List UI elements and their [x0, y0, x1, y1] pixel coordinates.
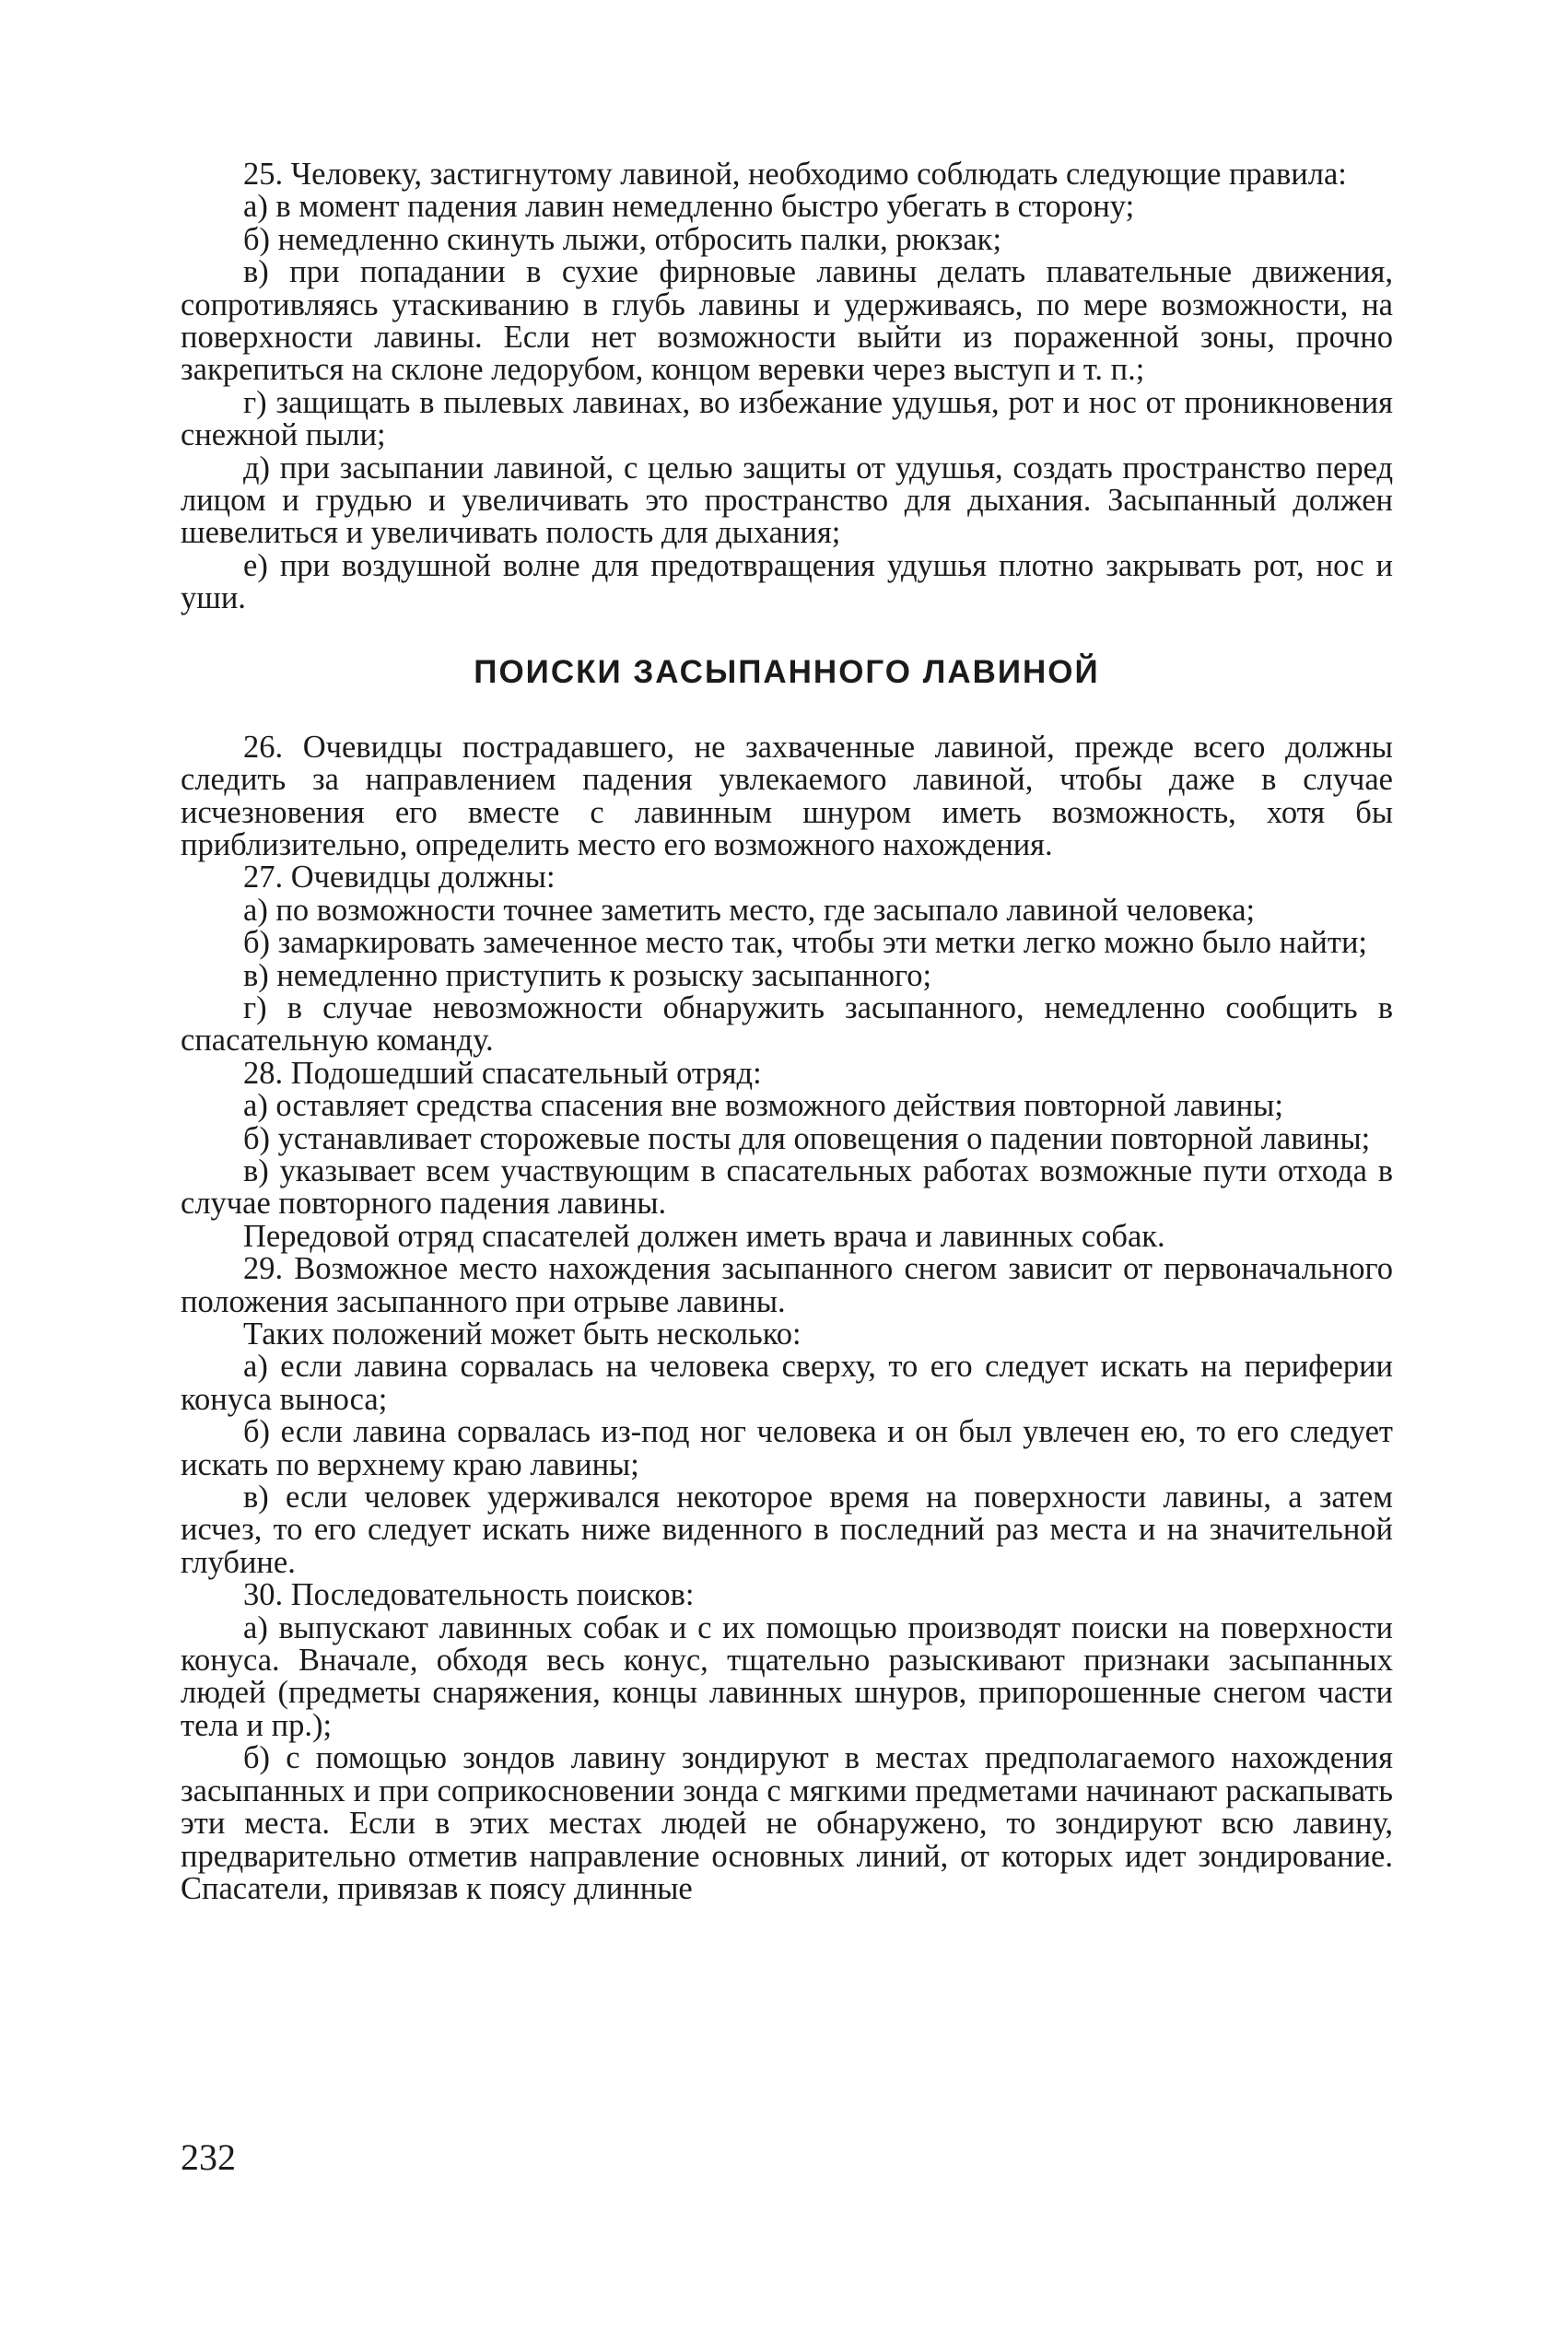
paragraph-27b: б) замаркировать замеченное место так, чтобы эти метки легко можно было найти; [243, 925, 1368, 961]
paragraph-25: 25. Человеку, застигнутому лавиной, необходимо соблюдать следующие правила: [243, 157, 1347, 192]
paragraph-30b: б) с помощью зондов лавину зондируют в местах предполагаемого нахождения засыпанных и при соприкосновении зонда с мягкими предметами начинают раскапывать эти места. Если в этих местах людей не обнаружено, то зондируют всю лавину, предварительно отметив направление основных линий, от которых идет зондирование. Спасатели, привязав к поясу длинные [181, 1740, 1393, 1906]
paragraph-26: 26. Очевидцы пострадавшего, не захваченные лавиной, прежде всего должны следить за направлением падения увлекаемого лавиной, чтобы даже в случае исчезновения его вместе с лавинным шнуром иметь возможность, хотя бы приблизительно, определить место его возможного нахождения. [181, 729, 1393, 862]
paragraph-25v: в) при попадании в сухие фирновые лавины делать плавательные движения, сопротивляясь утаскиванию в глубь лавины и удерживаясь, по мере возможности, на поверхности лавины. Если нет возможности выйти из пораженной зоны, прочно закрепиться на склоне ледорубом, концом веревки через выступ и т. п.; [181, 254, 1393, 388]
paragraph-27: 27. Очевидцы должны: [243, 860, 556, 895]
paragraph-29a: а) если лавина сорвалась на человека сверху, то его следует искать на периферии конуса выноса; [181, 1349, 1393, 1417]
section-rules [181, 158, 1393, 615]
paragraph-29v: в) если человек удерживался некоторое время на поверхности лавины, а затем исчез, то его следует искать ниже виденного в последний раз места и на значительной глубине. [181, 1480, 1393, 1580]
paragraph-27a: а) по возможности точнее заметить место, где засыпало лавиной человека; [243, 892, 1256, 928]
paragraph-25b: б) немедленно скинуть лыжи, отбросить палки, рюкзак; [243, 221, 1002, 257]
paragraph-29b: б) если лавина сорвалась из-под ног человека и он был увлечен ею, то его следует искать по верхнему краю лавины; [181, 1414, 1393, 1482]
paragraph-29: 29. Возможное место нахождения засыпанного снегом зависит от первоначального положения засыпанного при отрыве лавины. [181, 1251, 1393, 1319]
paragraph-25d: д) при засыпании лавиной, с целью защиты от удушья, создать пространство перед лицом и грудью и увеличивать это пространство для дыхания. Засыпанный должен шевелиться и увеличивать полость для дыхания; [181, 450, 1393, 551]
paragraph-27g: г) в случае невозможности обнаружить засыпанного, немедленно сообщить в спасательную команду. [181, 989, 1393, 1059]
section-heading: ПОИСКИ ЗАСЫПАННОГО ЛАВИНОЙ [474, 653, 1100, 690]
paragraph-28b: б) устанавливает сторожевые посты для оповещения о падении повторной лавины; [243, 1120, 1371, 1156]
paragraph-28-note: Передовой отряд спасателей должен иметь врача и лавинных собак. [243, 1218, 1165, 1254]
paragraph-28: 28. Подошедший спасательный отряд: [243, 1055, 762, 1091]
paragraph-29-intro: Таких положений может быть несколько: [243, 1317, 802, 1352]
paragraph-25e: е) при воздушной волне для предотвращения удушья плотно закрывать рот, нос и уши. [181, 547, 1393, 616]
paragraph-30: 30. Последовательность поисков: [243, 1577, 695, 1613]
paragraph-30a: а) выпускают лавинных собак и с их помощью производят поиски на поверхности конуса. Вначале, обходя весь конус, тщательно разыскивают признаки засыпанных людей (предметы снаряжения, концы лавинных шнуров, припорошенные снегом части тела и пр.); [181, 1609, 1393, 1743]
page-number: 232 [181, 2136, 236, 2178]
paragraph-28v: в) указывает всем участвующим в спасательных работах возможные пути отхода в случае повторного падения лавины. [181, 1153, 1393, 1222]
page-body [181, 158, 1393, 1905]
paragraph-27v: в) немедленно приступить к розыску засыпанного; [243, 957, 932, 993]
paragraph-25a: а) в момент падения лавин немедленно быстро убегать в сторону; [243, 189, 1135, 225]
section-search [181, 731, 1393, 1906]
paragraph-25g: г) защищать в пылевых лавинах, во избежание удушья, рот и нос от проникновения снежной пыли; [181, 384, 1393, 453]
paragraph-28a: а) оставляет средства спасения вне возможного действия повторной лавины; [243, 1088, 1283, 1124]
